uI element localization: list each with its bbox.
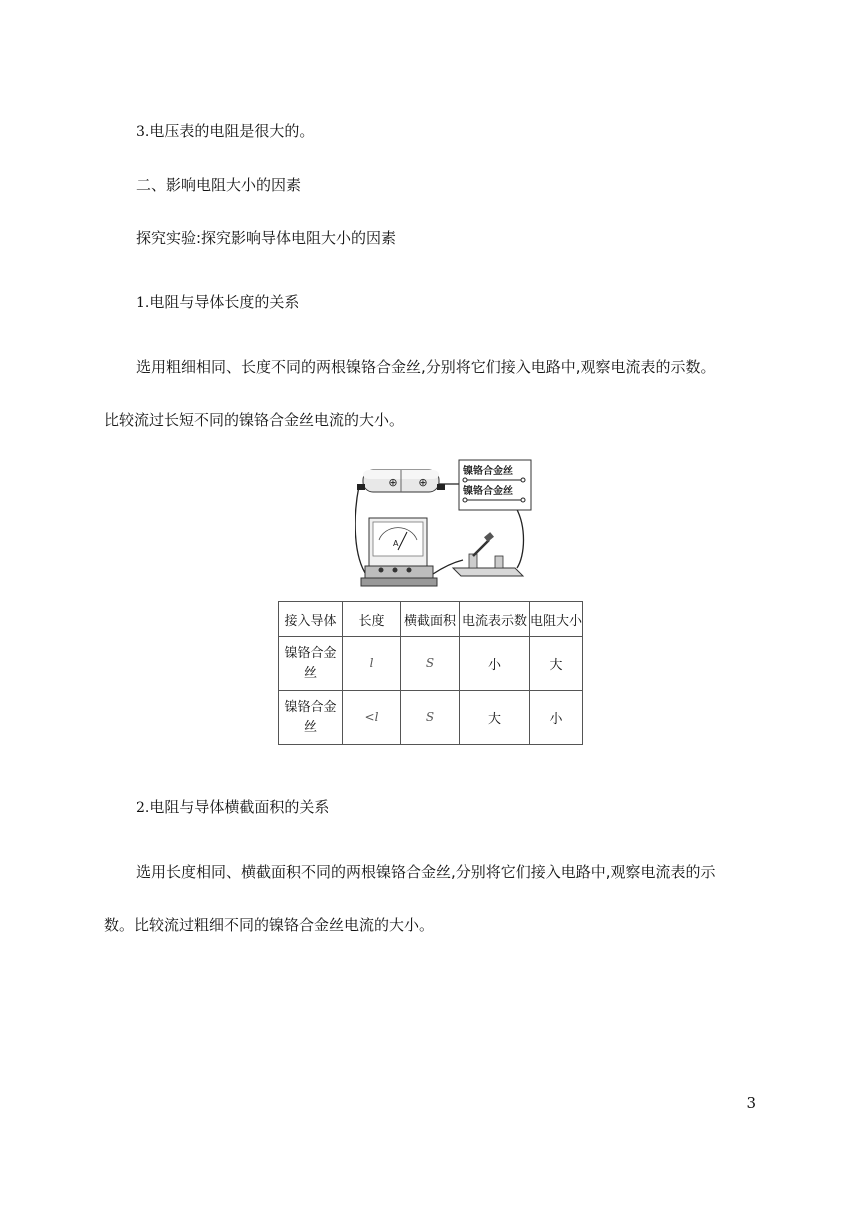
header-cell: 电阻大小 [530, 602, 583, 637]
table-cell: 小 [460, 637, 530, 691]
subsection-title: 电阻与导体长度的关系 [149, 293, 300, 311]
conductor-name: 镍铬合金丝 [284, 645, 337, 681]
battery [357, 470, 445, 492]
header-cell: 电流表示数 [460, 602, 530, 637]
table-cell [343, 637, 401, 691]
wire [355, 486, 367, 576]
table-cell: 大 [460, 691, 530, 745]
table-cell [279, 691, 343, 745]
ammeter-symbol: A [393, 539, 399, 548]
switch [453, 532, 523, 576]
table-cell: 大 [530, 637, 583, 691]
subsection-number: 2. [136, 800, 150, 816]
battery-terminal-icon: ⊕ [388, 476, 398, 489]
subsection-title: 电阻与导体横截面积的关系 [149, 798, 330, 816]
table-cell [401, 637, 460, 691]
area-value: S [425, 656, 435, 670]
section-heading: 二、影响电阻大小的因素 [136, 176, 302, 194]
length-value: l [369, 656, 374, 670]
paragraph-area-line1: 选用长度相同、横截面积不同的两根镍铬合金丝,分别将它们接入电路中,观察电流表的示 [136, 863, 716, 881]
wire-board [459, 460, 531, 510]
table-cell [343, 691, 401, 745]
item-number: 3. [136, 124, 150, 140]
paragraph-length-line1: 选用粗细相同、长度不同的两根镍铬合金丝,分别将它们接入电路中,观察电流表的示数。 [136, 358, 716, 376]
paragraph-voltmeter [136, 121, 314, 142]
table-row [279, 691, 583, 745]
paragraph-length-line2: 比较流过长短不同的镍铬合金丝电流的大小。 [104, 411, 405, 429]
wire-label: 镍铬合金丝 [463, 486, 513, 497]
subsection-area [136, 797, 329, 818]
experiment-title: 探究实验:探究影响导体电阻大小的因素 [136, 229, 397, 247]
subsection-length [136, 292, 299, 313]
header-cell: 接入导体 [279, 602, 343, 637]
length-value: <l [364, 710, 379, 724]
header-cell: 长度 [343, 602, 401, 637]
table-row [279, 637, 583, 691]
item-text: 电压表的电阻是很大的。 [149, 122, 315, 140]
wire [515, 506, 524, 568]
table-cell [279, 637, 343, 691]
conductor-name: 镍铬合金丝 [284, 699, 337, 735]
ammeter [361, 518, 437, 586]
table-cell: 小 [530, 691, 583, 745]
results-table [278, 601, 583, 745]
table-cell [401, 691, 460, 745]
subsection-number: 1. [136, 295, 150, 311]
wire-label: 镍铬合金丝 [463, 466, 513, 477]
area-value: S [425, 710, 435, 724]
paragraph-area-line2: 数。比较流过粗细不同的镍铬合金丝电流的大小。 [104, 916, 435, 934]
page-number: 3 [746, 1094, 756, 1112]
battery-terminal-icon: ⊕ [418, 476, 428, 489]
table-header-row [279, 602, 583, 637]
circuit-diagram [355, 456, 535, 590]
header-cell: 横截面积 [401, 602, 460, 637]
